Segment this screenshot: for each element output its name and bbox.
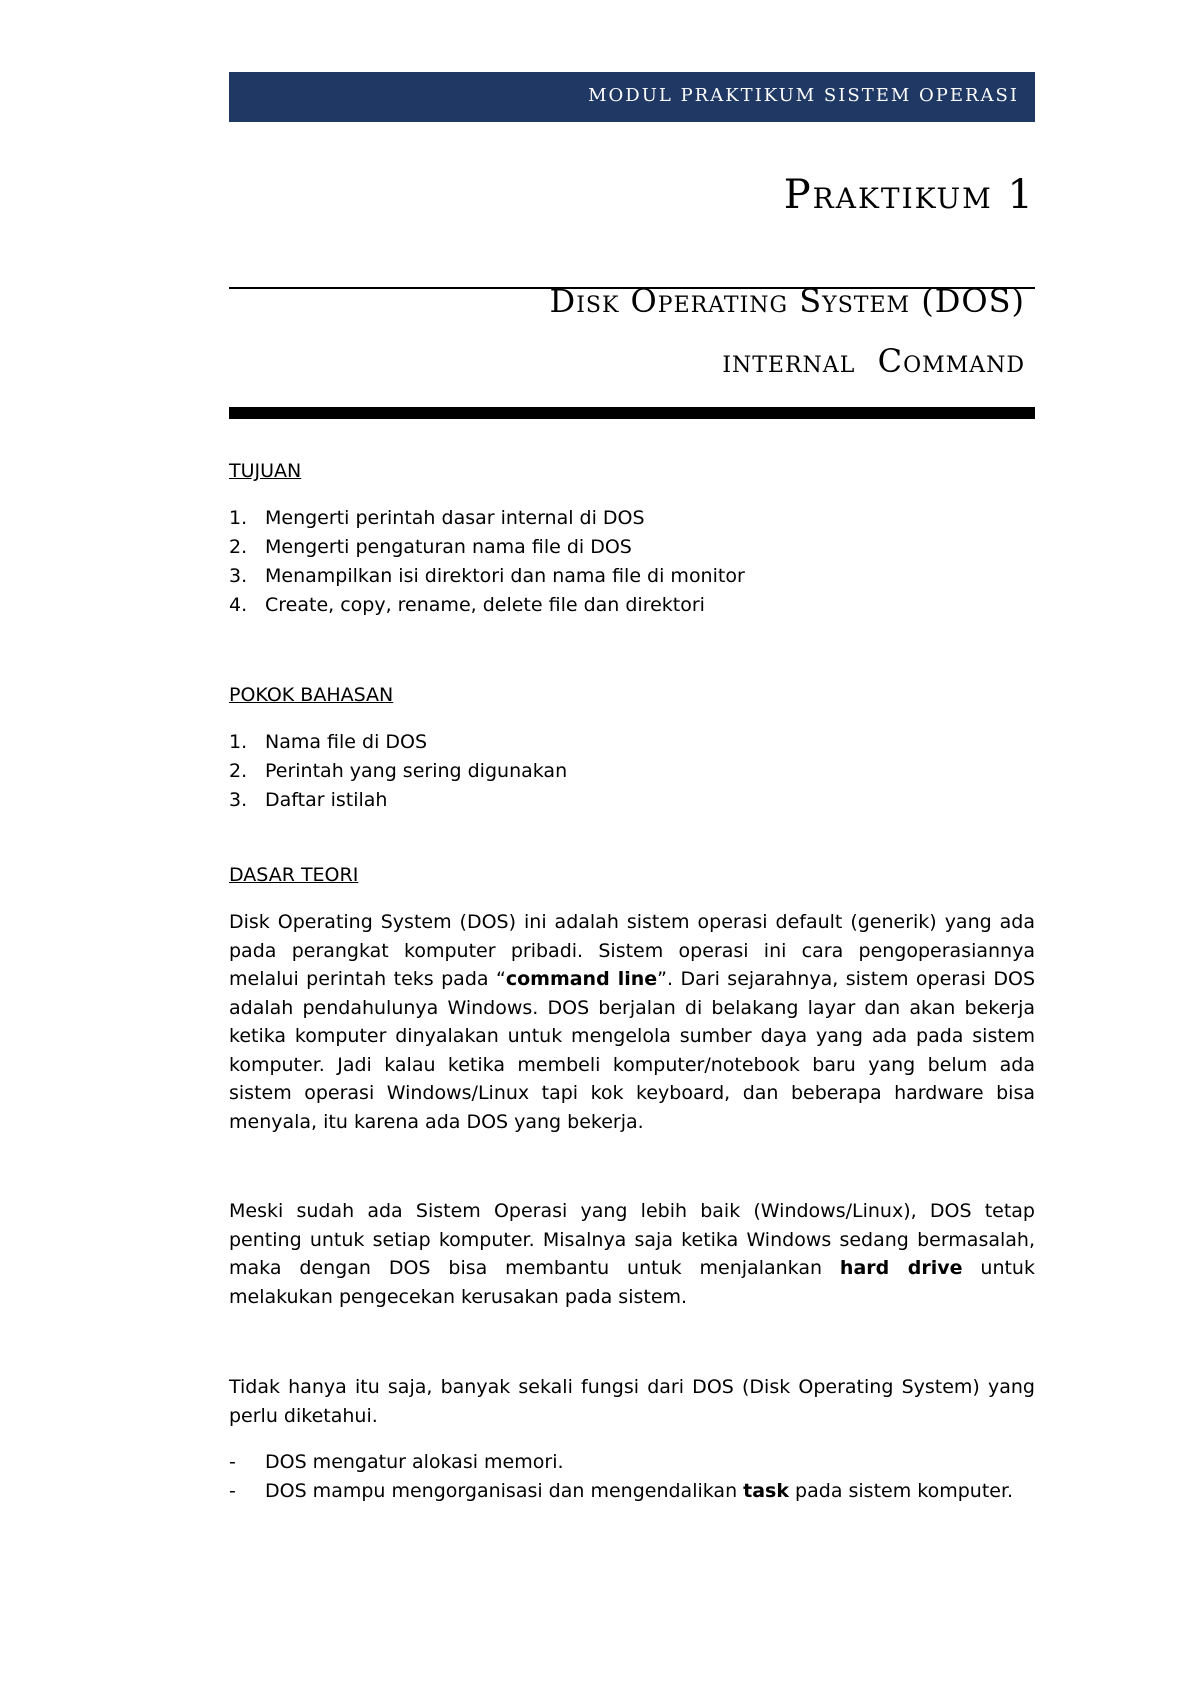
list-item: 2. Perintah yang sering digunakan (229, 760, 568, 782)
list-item: 3. Daftar istilah (229, 789, 388, 811)
page-title: Praktikum 1 (783, 172, 1035, 218)
subtitle-divider (229, 407, 1035, 419)
list-item: 4. Create, copy, rename, delete file dan direktori (229, 594, 705, 616)
section-heading-pokok-bahasan: POKOK BAHASAN (229, 684, 394, 706)
paragraph-3: Tidak hanya itu saja, banyak sekali fungsi dari DOS (Disk Operating System) yang perlu diketahui. (229, 1376, 1035, 1427)
header-text: MODUL PRAKTIKUM SISTEM OPERASI (588, 85, 1019, 106)
fungsi-dos-list (229, 1448, 1013, 1506)
paragraph-2: Meski sudah ada Sistem Operasi yang lebih baik (Windows/Linux), DOS tetap penting untuk setiap komputer. Misalnya saja ketika Windows sedang bermasalah, maka dengan DOS bisa membantu untuk menjalankan hard drive untuk melakukan pengecekan kerusakan pada sistem. (229, 1200, 1035, 1308)
list-item: - DOS mengatur alokasi memori. (229, 1451, 564, 1473)
section-heading-tujuan: TUJUAN (229, 460, 302, 482)
subtitle-line-2: internal Command (722, 342, 1025, 380)
list-item: 2. Mengerti pengaturan nama file di DOS (229, 536, 632, 558)
subtitle-line-1: Disk Operating System (DOS) (549, 282, 1025, 320)
paragraph-1: Disk Operating System (DOS) ini adalah sistem operasi default (generik) yang ada pada perangkat komputer pribadi. Sistem operasi ini cara pengoperasiannya melalui perintah teks pada “command line”. Dari sejarahnya, sistem operasi DOS adalah pendahulunya Windows. DOS berjalan di belakang layar dan akan bekerja ketika komputer dinyalakan untuk mengelola sumber daya yang ada pada sistem komputer. Jadi kalau ketika membeli komputer/notebook baru yang belum ada sistem operasi Windows/Linux tapi kok keyboard, dan beberapa hardware bisa menyala, itu karena ada DOS yang bekerja. (229, 911, 1036, 1133)
section-heading-dasar-teori: DASAR TEORI (229, 864, 359, 886)
list-item: 1. Mengerti perintah dasar internal di DOS (229, 507, 645, 529)
tujuan-list (229, 504, 745, 620)
list-item: 3. Menampilkan isi direktori dan nama file di monitor (229, 565, 745, 587)
list-item: - DOS mampu mengorganisasi dan mengendalikan task pada sistem komputer. (229, 1480, 1014, 1502)
header-bar (229, 72, 1035, 122)
list-item: 1. Nama file di DOS (229, 731, 428, 753)
pokok-bahasan-list (229, 728, 567, 815)
